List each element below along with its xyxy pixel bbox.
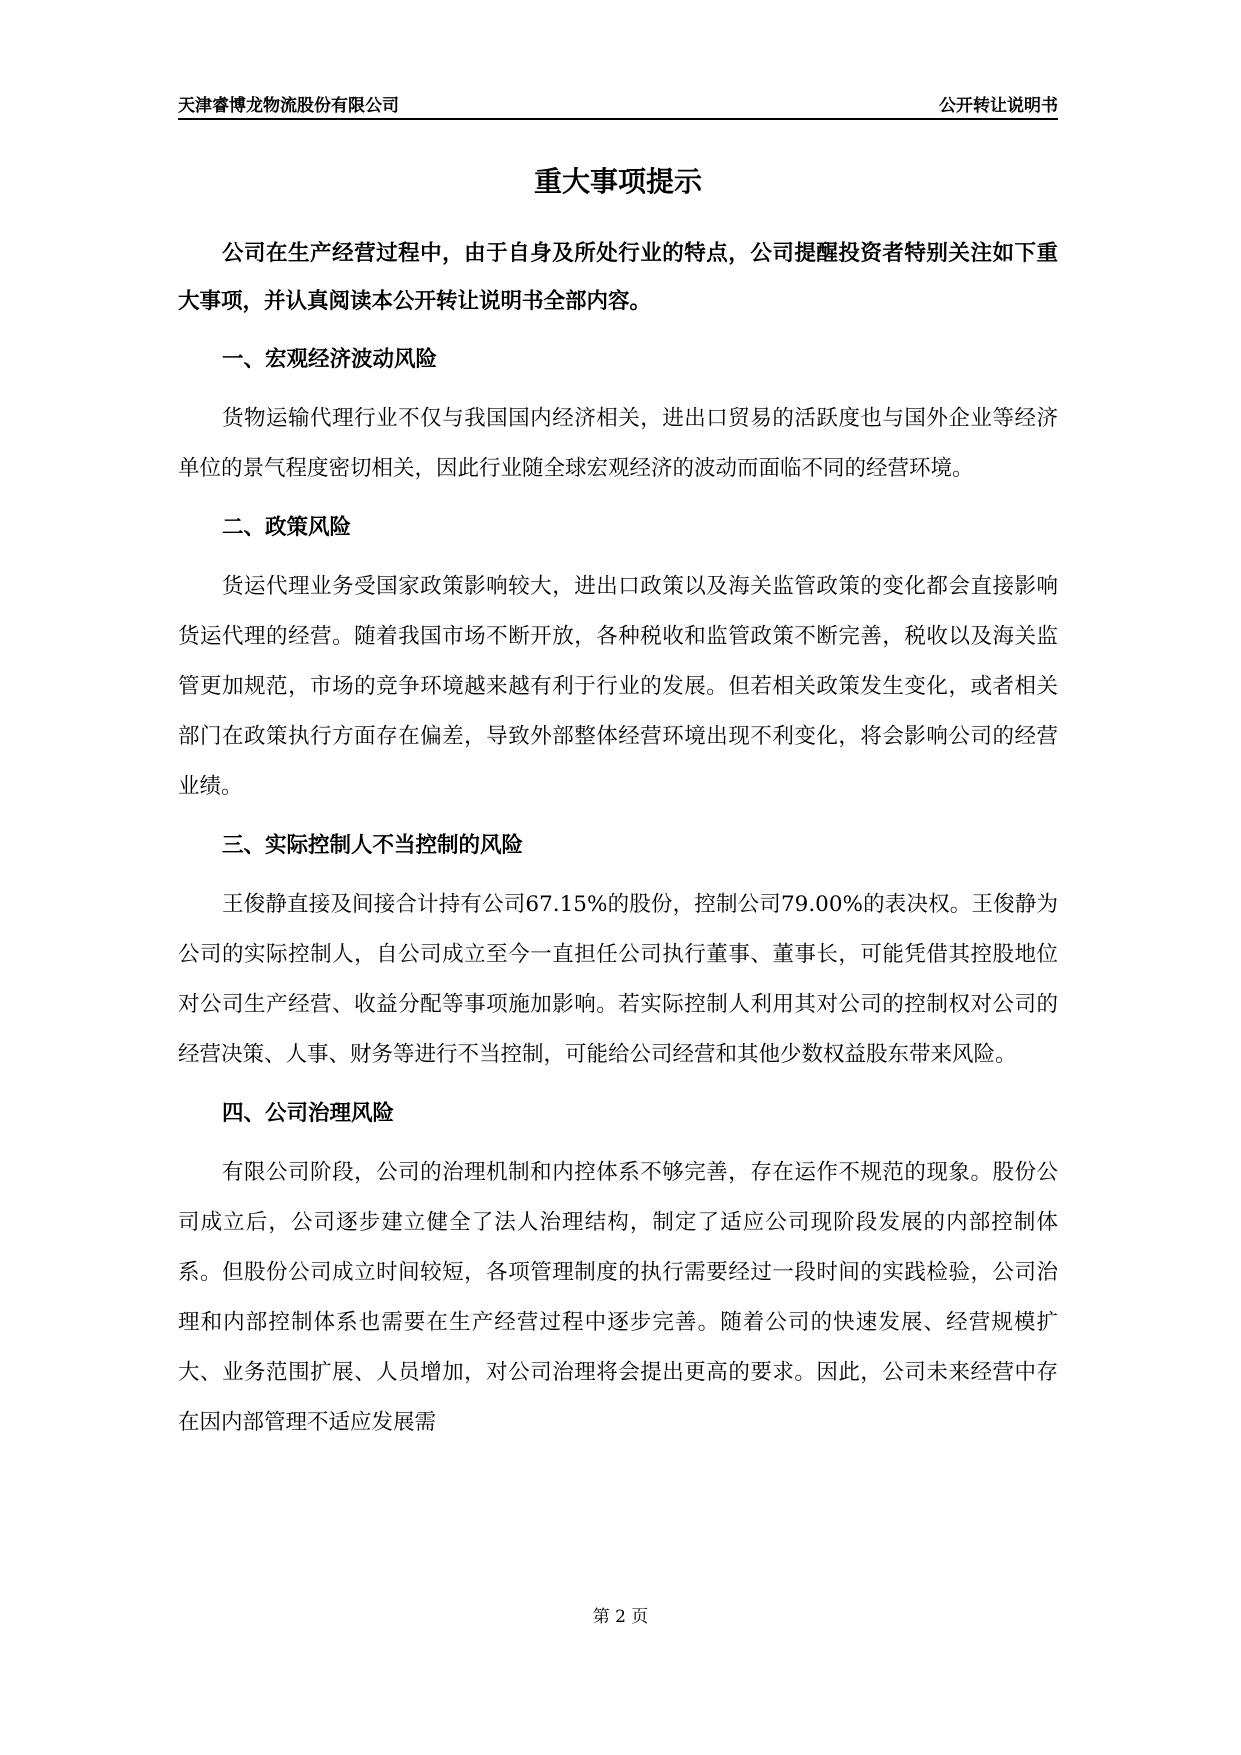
header-document-type: 公开转让说明书 (939, 96, 1058, 116)
section-policy-risk (178, 504, 1058, 812)
header-divider (178, 118, 1058, 120)
page-header (178, 86, 1058, 116)
section-body: 王俊静直接及间接合计持有公司67.15%的股份，控制公司79.00%的表决权。王俊静为公司的实际控制人，自公司成立至今一直担任公司执行董事、董事长，可能凭借其控股地位对公司生产经营、收益分配等事项施加影响。若实际控制人利用其对公司的控制权对公司的经营决策、人事、财务等进行不当控制，可能给公司经营和其他少数权益股东带来风险。 (178, 892, 1058, 1067)
page-number: 第 2 页 (592, 1607, 649, 1627)
section-body: 有限公司阶段，公司的治理机制和内控体系不够完善，存在运作不规范的现象。股份公司成立后，公司逐步建立健全了法人治理结构，制定了适应公司现阶段发展的内部控制体系。但股份公司成立时间较短，各项管理制度的执行需要经过一段时间的实践检验，公司治理和内部控制体系也需要在生产经营过程中逐步完善。随着公司的快速发展、经营规模扩大、业务范围扩展、人员增加，对公司治理将会提出更高的要求。因此，公司未来经营中存在因内部管理不适应发展需 (178, 1160, 1058, 1435)
intro-paragraph: 公司在生产经营过程中，由于自身及所处行业的特点，公司提醒投资者特别关注如下重大事项，并认真阅读本公开转让说明书全部内容。 (178, 241, 1058, 314)
section-governance-risk (178, 1090, 1058, 1448)
header-company-name: 天津睿博龙物流股份有限公司 (178, 96, 399, 116)
section-macro-risk (178, 336, 1058, 494)
section-heading: 二、政策风险 (222, 515, 352, 540)
section-heading: 一、宏观经济波动风险 (222, 347, 438, 372)
section-body: 货运代理业务受国家政策影响较大，进出口政策以及海关监管政策的变化都会直接影响货运代理的经营。随着我国市场不断开放，各种税收和监管政策不断完善，税收以及海关监管更加规范，市场的竞争环境越来越有利于行业的发展。但若相关政策发生变化，或者相关部门在政策执行方面存在偏差，导致外部整体经营环境出现不利变化，将会影响公司的经营业绩。 (178, 574, 1058, 799)
section-controller-risk (178, 822, 1058, 1080)
section-body: 货物运输代理行业不仅与我国国内经济相关，进出口贸易的活跃度也与国外企业等经济单位的景气程度密切相关，因此行业随全球宏观经济的波动而面临不同的经营环境。 (178, 406, 1058, 481)
section-heading: 三、实际控制人不当控制的风险 (222, 833, 524, 858)
section-heading: 四、公司治理风险 (222, 1101, 395, 1126)
page-title: 重大事项提示 (533, 165, 702, 198)
document-body (178, 230, 1058, 1448)
